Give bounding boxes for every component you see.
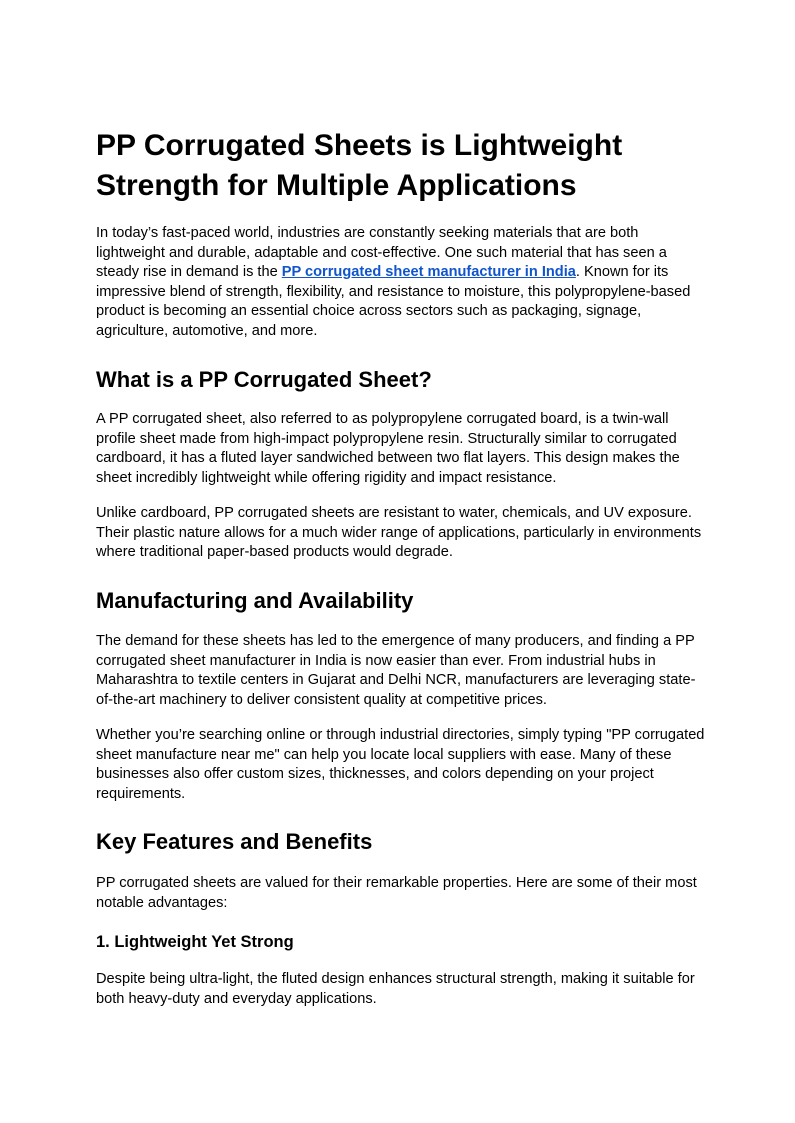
- subheading-lightweight-yet-strong: 1. Lightweight Yet Strong: [96, 933, 294, 951]
- section-key-features-paragraph-1: PP corrugated sheets are valued for their remarkable properties. Here are some of their most notable advantages:: [96, 875, 697, 911]
- intro-text-after-link: . Known for its impressive blend of strength, flexibility, and resistance to moisture, this polypropylene-based product is becoming an essential choice across sectors such as packaging, signage, agriculture, automotive, and more.: [96, 264, 691, 339]
- section-heading-key-features: Key Features and Benefits: [96, 829, 373, 854]
- intro-text-before-link: In today’s fast-paced world, industries are constantly seeking materials that are both lightweight and durable, adaptable and cost-effective. One such material that has seen a steady rise in demand is the: [96, 225, 667, 280]
- section-what-is-paragraph-2: Unlike cardboard, PP corrugated sheets are resistant to water, chemicals, and UV exposure. Their plastic nature allows for a much wider range of applications, particularly in environments where traditional paper-based products would degrade.: [96, 505, 702, 560]
- page-title: PP Corrugated Sheets is Lightweight Strength for Multiple Applications: [96, 129, 623, 202]
- section-heading-what-is: What is a PP Corrugated Sheet?: [96, 367, 432, 392]
- subsection-lightweight-paragraph: Despite being ultra-light, the fluted design enhances structural strength, making it suitable for both heavy-duty and everyday applications.: [96, 971, 695, 1007]
- section-manufacturing-paragraph-2: Whether you’re searching online or through industrial directories, simply typing "PP corrugated sheet manufacture near me" can help you locate local suppliers with ease. Many of these businesses also offer custom sizes, thicknesses, and colors depending on your project requirements.: [96, 727, 705, 802]
- section-heading-manufacturing: Manufacturing and Availability: [96, 588, 414, 613]
- manufacturer-link[interactable]: PP corrugated sheet manufacturer in India: [281, 264, 576, 280]
- section-what-is-paragraph-1: A PP corrugated sheet, also referred to as polypropylene corrugated board, is a twin-wall profile sheet made from high-impact polypropylene resin. Structurally similar to corrugated cardboard, it has a fluted layer sandwiched between two flat layers. This design makes the sheet incredibly lightweight while offering rigidity and impact resistance.: [96, 411, 680, 486]
- section-manufacturing-paragraph-1: The demand for these sheets has led to the emergence of many producers, and finding a PP corrugated sheet manufacturer in India is now easier than ever. From industrial hubs in Maharashtra to textile centers in Gujarat and Delhi NCR, manufacturers are leveraging state-of-the-art machinery to deliver consistent quality at competitive prices.: [96, 633, 696, 708]
- intro-paragraph: [96, 224, 706, 341]
